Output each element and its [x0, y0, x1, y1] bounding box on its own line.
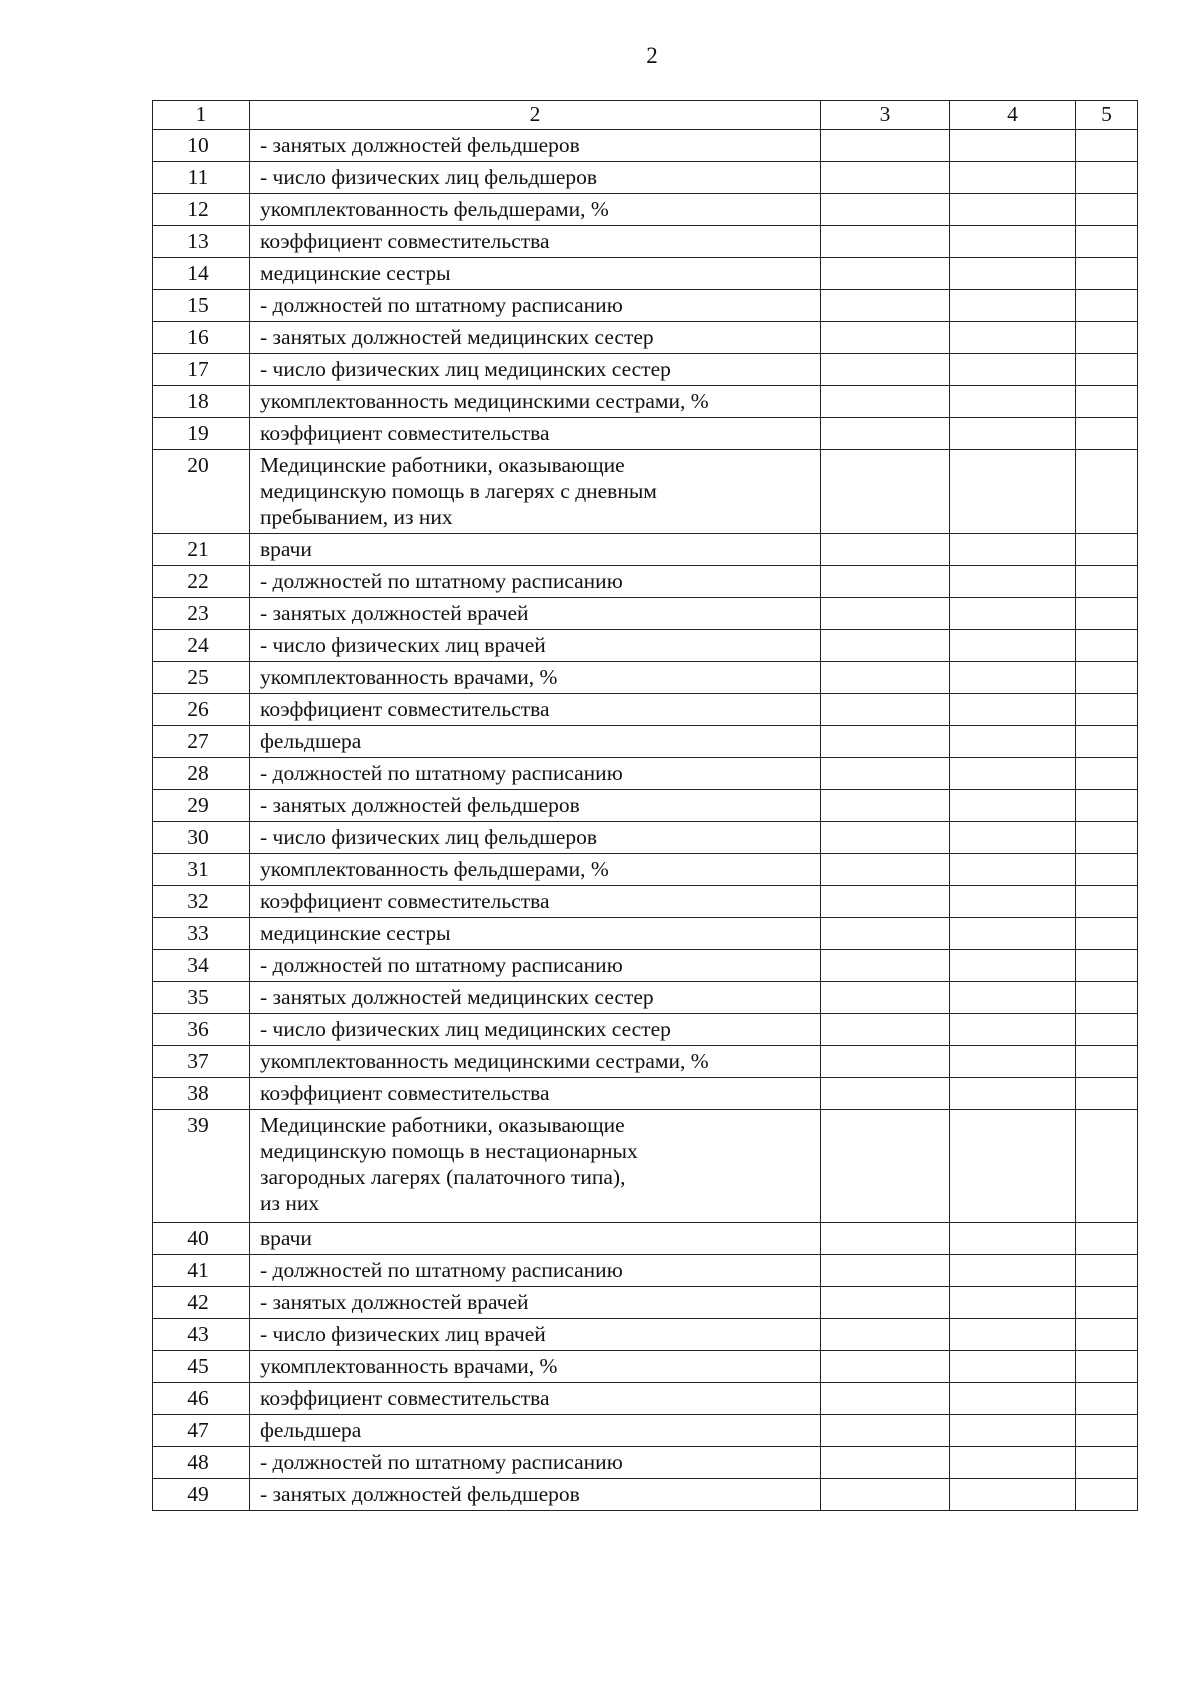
- row-label-cell: [250, 726, 821, 758]
- table-row: [153, 1078, 1138, 1110]
- row-label: - должностей по штатному расписанию: [260, 1258, 623, 1282]
- row-number: 39: [153, 1110, 250, 1223]
- row-label-cell: [250, 1479, 821, 1511]
- value-cell-col3[interactable]: [821, 854, 950, 886]
- table-row: [153, 386, 1138, 418]
- value-cell-col4[interactable]: [950, 1046, 1076, 1078]
- row-label-cell: [250, 258, 821, 290]
- value-cell-col3[interactable]: [821, 694, 950, 726]
- row-label-cell: [250, 886, 821, 918]
- value-cell-col5[interactable]: [1076, 758, 1138, 790]
- value-cell-col5[interactable]: [1076, 322, 1138, 354]
- table-row: [153, 226, 1138, 258]
- table-row: [153, 194, 1138, 226]
- table-row: [153, 886, 1138, 918]
- value-cell-col3[interactable]: [821, 566, 950, 598]
- row-number: 24: [153, 630, 250, 662]
- value-cell-col3[interactable]: [821, 982, 950, 1014]
- row-label-cell: [250, 598, 821, 630]
- row-label: Медицинские работники, оказывающие медицинскую помощь в нестационарных загородных лагерях (палаточного типа), из них: [260, 1113, 638, 1215]
- row-number: 27: [153, 726, 250, 758]
- table-row: [153, 534, 1138, 566]
- value-cell-col4[interactable]: [950, 290, 1076, 322]
- value-cell-col3[interactable]: [821, 322, 950, 354]
- value-cell-col4[interactable]: [950, 226, 1076, 258]
- row-number: 36: [153, 1014, 250, 1046]
- value-cell-col5[interactable]: [1076, 354, 1138, 386]
- value-cell-col5[interactable]: [1076, 1479, 1138, 1511]
- value-cell-col4[interactable]: [950, 322, 1076, 354]
- row-number: 38: [153, 1078, 250, 1110]
- row-label-cell: [250, 1014, 821, 1046]
- row-number: 34: [153, 950, 250, 982]
- row-label-cell: [250, 662, 821, 694]
- table-row: [153, 322, 1138, 354]
- row-label-cell: [250, 1383, 821, 1415]
- row-number: 42: [153, 1287, 250, 1319]
- table-row: [153, 1014, 1138, 1046]
- row-number: 20: [153, 450, 250, 534]
- value-cell-col5[interactable]: [1076, 226, 1138, 258]
- table-row: [153, 450, 1138, 534]
- row-label-cell: [250, 1110, 821, 1223]
- row-label-cell: [250, 822, 821, 854]
- row-number: 43: [153, 1319, 250, 1351]
- value-cell-col3[interactable]: [821, 790, 950, 822]
- row-number: 32: [153, 886, 250, 918]
- table-row: [153, 790, 1138, 822]
- table-row: [153, 982, 1138, 1014]
- row-label: врачи: [260, 537, 312, 561]
- row-number: 12: [153, 194, 250, 226]
- row-label-cell: [250, 1351, 821, 1383]
- value-cell-col3[interactable]: [821, 1415, 950, 1447]
- value-cell-col4[interactable]: [950, 386, 1076, 418]
- value-cell-col4[interactable]: [950, 194, 1076, 226]
- table-row: [153, 950, 1138, 982]
- row-label: - должностей по штатному расписанию: [260, 1450, 623, 1474]
- value-cell-col5[interactable]: [1076, 630, 1138, 662]
- table-row: [153, 1351, 1138, 1383]
- value-cell-col4[interactable]: [950, 950, 1076, 982]
- value-cell-col5[interactable]: [1076, 258, 1138, 290]
- table-body: [153, 101, 1138, 1511]
- value-cell-col3[interactable]: [821, 418, 950, 450]
- value-cell-col4[interactable]: [950, 1383, 1076, 1415]
- value-cell-col4[interactable]: [950, 130, 1076, 162]
- value-cell-col3[interactable]: [821, 598, 950, 630]
- value-cell-col5[interactable]: [1076, 1383, 1138, 1415]
- row-number: 17: [153, 354, 250, 386]
- column-header-2: 2: [250, 101, 821, 130]
- row-label: - должностей по штатному расписанию: [260, 569, 623, 593]
- value-cell-col5[interactable]: [1076, 1223, 1138, 1255]
- table-row: [153, 918, 1138, 950]
- row-number: 41: [153, 1255, 250, 1287]
- row-number: 28: [153, 758, 250, 790]
- row-label: - число физических лиц фельдшеров: [260, 165, 598, 189]
- row-label: - число физических лиц фельдшеров: [260, 825, 598, 849]
- value-cell-col3[interactable]: [821, 162, 950, 194]
- value-cell-col5[interactable]: [1076, 386, 1138, 418]
- row-number: 13: [153, 226, 250, 258]
- value-cell-col5[interactable]: [1076, 918, 1138, 950]
- table-row: [153, 1479, 1138, 1511]
- value-cell-col3[interactable]: [821, 1319, 950, 1351]
- row-number: 37: [153, 1046, 250, 1078]
- row-label-cell: [250, 322, 821, 354]
- value-cell-col3[interactable]: [821, 1046, 950, 1078]
- table-row: [153, 1223, 1138, 1255]
- row-label: укомплектованность врачами, %: [260, 665, 558, 689]
- row-label-cell: [250, 1223, 821, 1255]
- value-cell-col3[interactable]: [821, 1351, 950, 1383]
- row-label: медицинские сестры: [260, 261, 451, 285]
- row-label: - занятых должностей медицинских сестер: [260, 325, 654, 349]
- column-header-4: 4: [950, 101, 1076, 130]
- value-cell-col5[interactable]: [1076, 790, 1138, 822]
- row-number: 40: [153, 1223, 250, 1255]
- row-label: - занятых должностей врачей: [260, 1290, 529, 1314]
- value-cell-col4[interactable]: [950, 1223, 1076, 1255]
- column-header-1: 1: [153, 101, 250, 130]
- row-label: - число физических лиц врачей: [260, 633, 546, 657]
- row-number: 49: [153, 1479, 250, 1511]
- value-cell-col3[interactable]: [821, 662, 950, 694]
- row-label: коэффициент совместительства: [260, 421, 550, 445]
- table-row: [153, 162, 1138, 194]
- value-cell-col5[interactable]: [1076, 1351, 1138, 1383]
- row-label: фельдшера: [260, 1418, 362, 1442]
- value-cell-col3[interactable]: [821, 630, 950, 662]
- value-cell-col4[interactable]: [950, 662, 1076, 694]
- value-cell-col4[interactable]: [950, 758, 1076, 790]
- row-label-cell: [250, 950, 821, 982]
- row-label: коэффициент совместительства: [260, 889, 550, 913]
- value-cell-col4[interactable]: [950, 1351, 1076, 1383]
- value-cell-col5[interactable]: [1076, 1110, 1138, 1223]
- row-label-cell: [250, 450, 821, 534]
- row-label-cell: [250, 354, 821, 386]
- value-cell-col4[interactable]: [950, 1479, 1076, 1511]
- row-number: 25: [153, 662, 250, 694]
- table-row: [153, 290, 1138, 322]
- value-cell-col4[interactable]: [950, 918, 1076, 950]
- value-cell-col5[interactable]: [1076, 1078, 1138, 1110]
- value-cell-col3[interactable]: [821, 226, 950, 258]
- row-number: 45: [153, 1351, 250, 1383]
- value-cell-col4[interactable]: [950, 790, 1076, 822]
- table-row: [153, 694, 1138, 726]
- row-label: - занятых должностей фельдшеров: [260, 1482, 580, 1506]
- value-cell-col3[interactable]: [821, 450, 950, 534]
- value-cell-col4[interactable]: [950, 822, 1076, 854]
- row-label: медицинские сестры: [260, 921, 451, 945]
- row-number: 35: [153, 982, 250, 1014]
- row-label-cell: [250, 790, 821, 822]
- value-cell-col3[interactable]: [821, 1255, 950, 1287]
- value-cell-col5[interactable]: [1076, 1046, 1138, 1078]
- table-row: [153, 1255, 1138, 1287]
- column-header-3: 3: [821, 101, 950, 130]
- row-number: 16: [153, 322, 250, 354]
- page-number: 2: [646, 43, 658, 68]
- row-number: 10: [153, 130, 250, 162]
- value-cell-col5[interactable]: [1076, 1014, 1138, 1046]
- value-cell-col3[interactable]: [821, 194, 950, 226]
- table-row: [153, 1110, 1138, 1223]
- value-cell-col4[interactable]: [950, 1078, 1076, 1110]
- table-row: [153, 258, 1138, 290]
- row-label-cell: [250, 982, 821, 1014]
- table-row: [153, 630, 1138, 662]
- row-label-cell: [250, 1046, 821, 1078]
- table-row: [153, 1447, 1138, 1479]
- value-cell-col3[interactable]: [821, 822, 950, 854]
- value-cell-col5[interactable]: [1076, 950, 1138, 982]
- row-label-cell: [250, 290, 821, 322]
- row-label-cell: [250, 1447, 821, 1479]
- value-cell-col4[interactable]: [950, 450, 1076, 534]
- row-label-cell: [250, 386, 821, 418]
- value-cell-col4[interactable]: [950, 886, 1076, 918]
- row-label-cell: [250, 1078, 821, 1110]
- table-row: [153, 726, 1138, 758]
- value-cell-col3[interactable]: [821, 386, 950, 418]
- row-label-cell: [250, 1415, 821, 1447]
- row-label-cell: [250, 226, 821, 258]
- row-label: - число физических лиц медицинских сестер: [260, 357, 671, 381]
- value-cell-col3[interactable]: [821, 1287, 950, 1319]
- value-cell-col4[interactable]: [950, 694, 1076, 726]
- value-cell-col5[interactable]: [1076, 726, 1138, 758]
- table-row: [153, 130, 1138, 162]
- table-row: [153, 822, 1138, 854]
- value-cell-col3[interactable]: [821, 1447, 950, 1479]
- value-cell-col3[interactable]: [821, 918, 950, 950]
- value-cell-col5[interactable]: [1076, 162, 1138, 194]
- value-cell-col5[interactable]: [1076, 982, 1138, 1014]
- value-cell-col5[interactable]: [1076, 694, 1138, 726]
- row-label: укомплектованность медицинскими сестрами, %: [260, 1049, 709, 1073]
- value-cell-col5[interactable]: [1076, 1255, 1138, 1287]
- row-number: 46: [153, 1383, 250, 1415]
- row-number: 11: [153, 162, 250, 194]
- value-cell-col3[interactable]: [821, 950, 950, 982]
- table-row: [153, 1287, 1138, 1319]
- value-cell-col4[interactable]: [950, 726, 1076, 758]
- table-row: [153, 1415, 1138, 1447]
- value-cell-col3[interactable]: [821, 1383, 950, 1415]
- value-cell-col5[interactable]: [1076, 194, 1138, 226]
- row-label-cell: [250, 162, 821, 194]
- value-cell-col3[interactable]: [821, 1479, 950, 1511]
- row-label: - должностей по штатному расписанию: [260, 953, 623, 977]
- value-cell-col4[interactable]: [950, 418, 1076, 450]
- value-cell-col4[interactable]: [950, 162, 1076, 194]
- value-cell-col3[interactable]: [821, 886, 950, 918]
- row-label-cell: [250, 630, 821, 662]
- value-cell-col5[interactable]: [1076, 1287, 1138, 1319]
- value-cell-col4[interactable]: [950, 982, 1076, 1014]
- value-cell-col5[interactable]: [1076, 534, 1138, 566]
- value-cell-col5[interactable]: [1076, 822, 1138, 854]
- value-cell-col5[interactable]: [1076, 886, 1138, 918]
- row-label: фельдшера: [260, 729, 362, 753]
- value-cell-col4[interactable]: [950, 354, 1076, 386]
- row-number: 31: [153, 854, 250, 886]
- column-number-header-row: [153, 101, 1138, 130]
- row-label-cell: [250, 1255, 821, 1287]
- value-cell-col4[interactable]: [950, 598, 1076, 630]
- row-label-cell: [250, 194, 821, 226]
- column-header-5: 5: [1076, 101, 1138, 130]
- table-row: [153, 418, 1138, 450]
- value-cell-col3[interactable]: [821, 130, 950, 162]
- row-label: коэффициент совместительства: [260, 1081, 550, 1105]
- value-cell-col3[interactable]: [821, 354, 950, 386]
- row-label: коэффициент совместительства: [260, 697, 550, 721]
- value-cell-col5[interactable]: [1076, 418, 1138, 450]
- value-cell-col5[interactable]: [1076, 1415, 1138, 1447]
- value-cell-col3[interactable]: [821, 1078, 950, 1110]
- value-cell-col5[interactable]: [1076, 1319, 1138, 1351]
- row-number: 15: [153, 290, 250, 322]
- value-cell-col5[interactable]: [1076, 854, 1138, 886]
- table-row: [153, 566, 1138, 598]
- row-number: 18: [153, 386, 250, 418]
- row-label: Медицинские работники, оказывающие медицинскую помощь в лагерях с дневным пребыванием, из них: [260, 453, 657, 529]
- row-number: 48: [153, 1447, 250, 1479]
- table-row: [153, 1046, 1138, 1078]
- row-number: 30: [153, 822, 250, 854]
- row-label: коэффициент совместительства: [260, 229, 550, 253]
- table-row: [153, 854, 1138, 886]
- value-cell-col3[interactable]: [821, 290, 950, 322]
- row-label: укомплектованность врачами, %: [260, 1354, 558, 1378]
- row-label: - должностей по штатному расписанию: [260, 761, 623, 785]
- row-label: врачи: [260, 1226, 312, 1250]
- row-label-cell: [250, 758, 821, 790]
- value-cell-col4[interactable]: [950, 258, 1076, 290]
- value-cell-col4[interactable]: [950, 1415, 1076, 1447]
- value-cell-col5[interactable]: [1076, 598, 1138, 630]
- table-row: [153, 354, 1138, 386]
- value-cell-col4[interactable]: [950, 1287, 1076, 1319]
- table-row: [153, 662, 1138, 694]
- value-cell-col3[interactable]: [821, 1014, 950, 1046]
- staffing-table: [152, 100, 1138, 1511]
- value-cell-col3[interactable]: [821, 1223, 950, 1255]
- value-cell-col5[interactable]: [1076, 130, 1138, 162]
- row-number: 22: [153, 566, 250, 598]
- row-label: - должностей по штатному расписанию: [260, 293, 623, 317]
- row-label: - занятых должностей фельдшеров: [260, 133, 580, 157]
- row-label: - занятых должностей медицинских сестер: [260, 985, 654, 1009]
- row-label: - занятых должностей врачей: [260, 601, 529, 625]
- row-label-cell: [250, 918, 821, 950]
- row-number: 14: [153, 258, 250, 290]
- row-label: - число физических лиц медицинских сестер: [260, 1017, 671, 1041]
- row-label-cell: [250, 534, 821, 566]
- row-label-cell: [250, 1287, 821, 1319]
- value-cell-col3[interactable]: [821, 1110, 950, 1223]
- value-cell-col4[interactable]: [950, 1319, 1076, 1351]
- row-label-cell: [250, 854, 821, 886]
- row-number: 26: [153, 694, 250, 726]
- value-cell-col3[interactable]: [821, 258, 950, 290]
- value-cell-col4[interactable]: [950, 1014, 1076, 1046]
- value-cell-col3[interactable]: [821, 726, 950, 758]
- row-label: - число физических лиц врачей: [260, 1322, 546, 1346]
- row-number: 23: [153, 598, 250, 630]
- row-label: коэффициент совместительства: [260, 1386, 550, 1410]
- row-number: 19: [153, 418, 250, 450]
- value-cell-col5[interactable]: [1076, 566, 1138, 598]
- row-label-cell: [250, 418, 821, 450]
- row-number: 21: [153, 534, 250, 566]
- value-cell-col4[interactable]: [950, 630, 1076, 662]
- value-cell-col4[interactable]: [950, 1447, 1076, 1479]
- row-label-cell: [250, 694, 821, 726]
- row-number: 47: [153, 1415, 250, 1447]
- table-row: [153, 598, 1138, 630]
- value-cell-col3[interactable]: [821, 758, 950, 790]
- row-label: укомплектованность фельдшерами, %: [260, 197, 609, 221]
- value-cell-col3[interactable]: [821, 534, 950, 566]
- row-label-cell: [250, 130, 821, 162]
- value-cell-col5[interactable]: [1076, 290, 1138, 322]
- value-cell-col5[interactable]: [1076, 450, 1138, 534]
- row-label-cell: [250, 566, 821, 598]
- row-label: - занятых должностей фельдшеров: [260, 793, 580, 817]
- table-row: [153, 1319, 1138, 1351]
- row-number: 33: [153, 918, 250, 950]
- value-cell-col4[interactable]: [950, 1255, 1076, 1287]
- value-cell-col5[interactable]: [1076, 1447, 1138, 1479]
- value-cell-col4[interactable]: [950, 854, 1076, 886]
- value-cell-col4[interactable]: [950, 534, 1076, 566]
- value-cell-col5[interactable]: [1076, 662, 1138, 694]
- table-row: [153, 1383, 1138, 1415]
- row-label: укомплектованность медицинскими сестрами, %: [260, 389, 709, 413]
- value-cell-col4[interactable]: [950, 566, 1076, 598]
- value-cell-col4[interactable]: [950, 1110, 1076, 1223]
- row-number: 29: [153, 790, 250, 822]
- table-row: [153, 758, 1138, 790]
- row-label: укомплектованность фельдшерами, %: [260, 857, 609, 881]
- row-label-cell: [250, 1319, 821, 1351]
